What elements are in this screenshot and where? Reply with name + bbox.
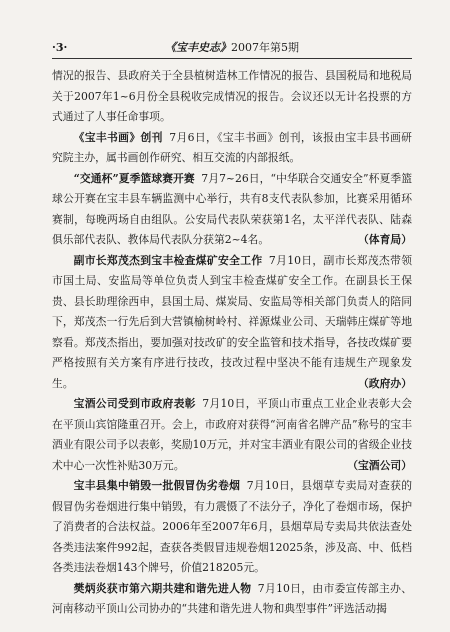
item-title: 《宝丰书画》创刊 xyxy=(73,130,163,144)
news-item-tobacco xyxy=(52,476,412,579)
item-date: 7月7~26日， xyxy=(201,171,271,185)
news-item-harmony-award xyxy=(52,579,412,620)
item-source: （政府办） xyxy=(358,376,412,390)
page-header xyxy=(52,40,412,59)
item-source: （宝酒公司） xyxy=(347,458,412,472)
item-date: 7月10日， xyxy=(246,479,302,492)
journal-issue: 2007年第5期 xyxy=(231,41,299,54)
journal-title: 《宝丰史志》 xyxy=(165,41,231,54)
page-number: ·3· xyxy=(52,41,68,54)
journal-title-line xyxy=(52,40,412,56)
item-title: 宝丰县集中销毁一批假冒伪劣卷烟 xyxy=(73,479,241,492)
item-body: “中华联合交通安全”杯夏季篮球公开赛在宝丰县车辆监测中心举行，共有8支代表队参加，比赛采用循环赛制，每晚两场自由组队。公安局代表队荣获第1名，太平洋代表队、陆森俱乐部代表队、教体局代表队分获第2~4名。 xyxy=(52,171,413,246)
item-source: （体育局） xyxy=(358,233,412,246)
news-item-liquor-award xyxy=(52,394,412,476)
article-body xyxy=(52,66,412,620)
item-date: 7月10日， xyxy=(257,581,313,595)
item-body: 平顶山市重点工业企业表彰大会在平顶山宾馆隆重召开。会上，市政府对获得“河南省名牌产品”称号的宝丰酒业有限公司予以表彰，奖励10万元，并对宝丰酒业有限公司的省级企业技术中心一次性补贴30万元。 xyxy=(52,397,413,472)
item-body: 《宝丰书画》创刊，该报由宝丰县书画研究院主办，属书画创作研究、相互交流的内部报纸。 xyxy=(52,130,412,164)
news-item-mine-safety xyxy=(52,251,412,395)
item-title: 副市长郑茂杰到宝丰检查煤矿安全工作 xyxy=(73,253,263,267)
item-body: 副市长郑茂杰带领市国土局、安监局等单位负责人到宝丰检查煤矿安全工作。在副县长王保贵、县长助理徐西申，县国土局、煤炭局、安监局等相关部门负责人的陪同下，郑茂杰一行先后到大营镇榆树岭村、祥源煤业公司、天瑞韩庄煤矿等地察看。郑茂杰指出，要加强对技改矿的安全监管和技术指导，各技改煤矿要严格按照有关方案有序进行技改，技改过程中坚决不能有违规生产现象发生。 xyxy=(52,253,413,390)
continued-paragraph xyxy=(52,66,412,128)
item-title: 宝酒公司受到市政府表彰 xyxy=(73,397,196,410)
item-body: 由市委宣传部主办、河南移动平顶山公司协办的“共建和谐先进人物和典型事件”评选活动揭 xyxy=(52,581,413,615)
item-date: 7月10日， xyxy=(202,397,257,410)
news-item-calligraphy xyxy=(52,128,412,169)
item-body: 县烟草专卖局对查获的假冒伪劣卷烟进行集中销毁，有力震慑了不法分子，净化了卷烟市场，保护了消费者的合法权益。2006年至2007年6月，县烟草局专卖局共依法查处各类违法案件992起，查获各类假冒违规卷烟12025条，涉及高、中、低档各类违法卷烟143个牌号，价值218205元。 xyxy=(52,479,413,574)
news-item-basketball xyxy=(52,169,412,251)
item-date: 7月10日， xyxy=(268,253,324,267)
item-title: “交通杯”夏季篮球赛开赛 xyxy=(73,171,195,185)
paragraph-text: 情况的报告、县政府关于全县植树造林工作情况的报告、县国税局和地税局关于2007年1~6月份全县税收完成情况的报告。会议还以无计名投票的方式通过了人事任命事项。 xyxy=(52,69,412,123)
item-title: 樊炳炎获市第六期共建和谐先进人物 xyxy=(73,581,252,595)
item-date: 7月6日， xyxy=(169,130,218,144)
